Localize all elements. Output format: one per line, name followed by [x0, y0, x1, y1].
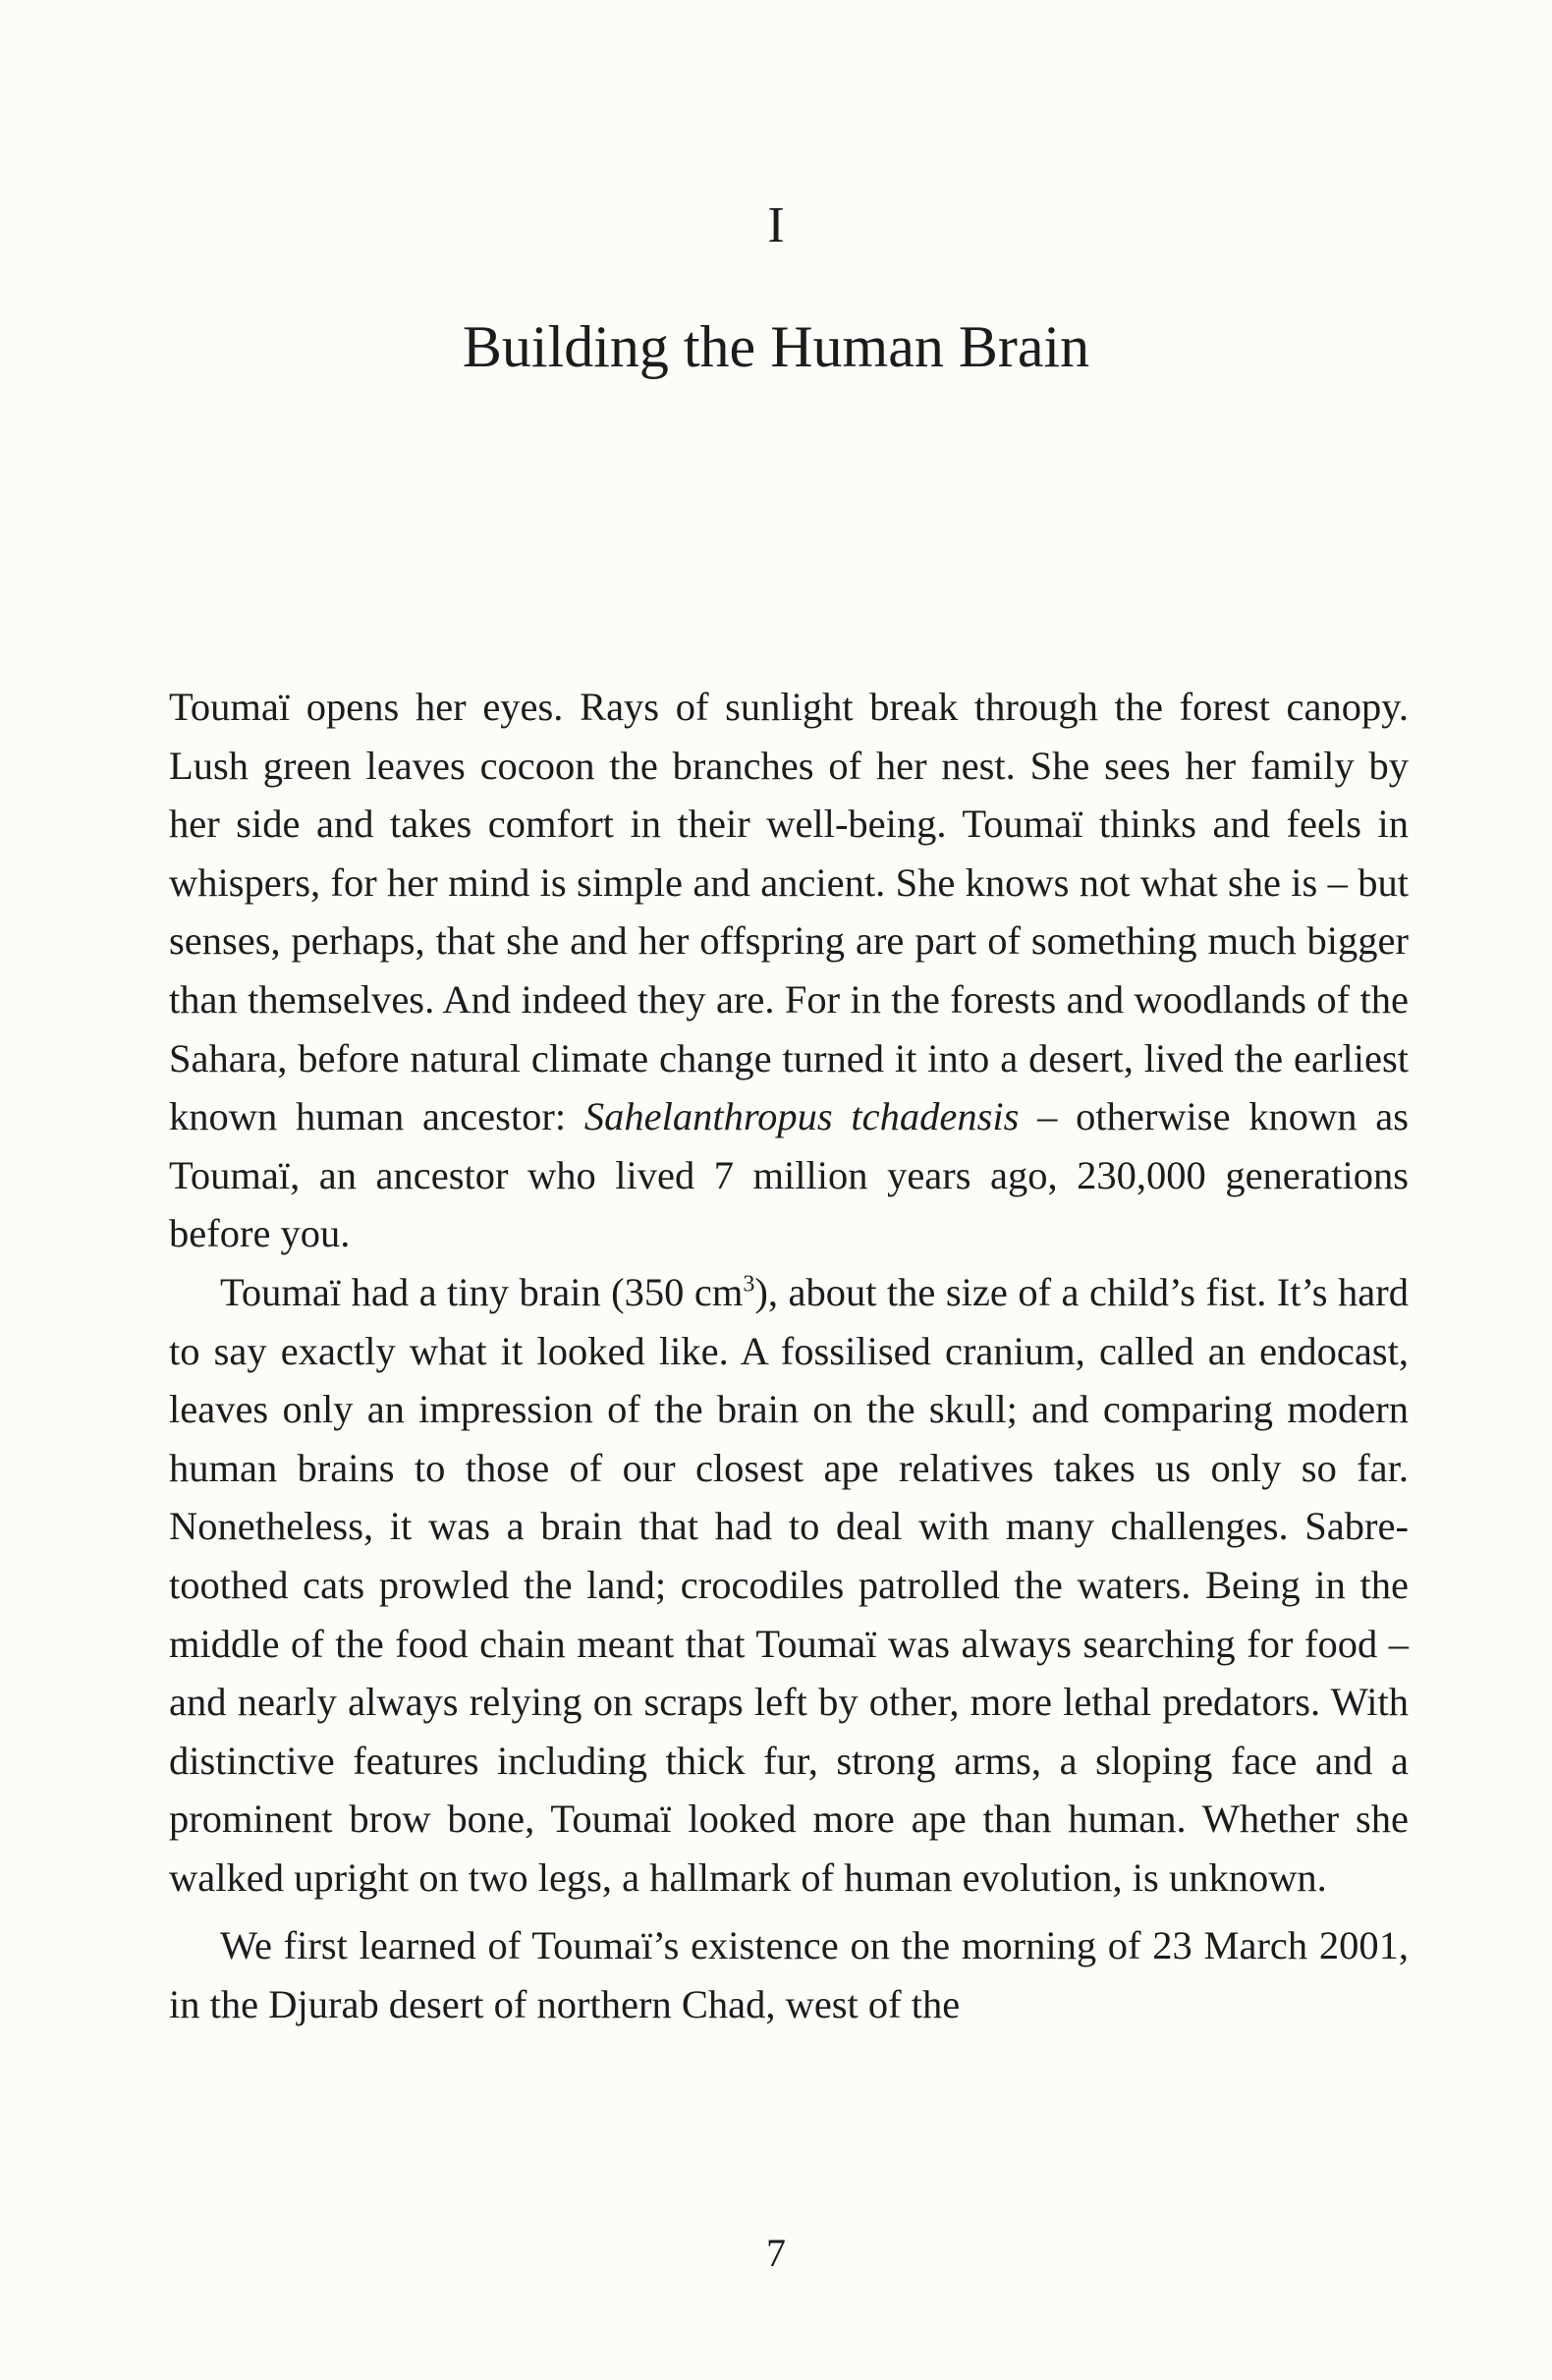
chapter-number: I [767, 197, 785, 253]
paragraph-1-text-end: – otherwise known as Toumaï, an ancestor who lived 7 million years ago, 230,000 generations before you. [169, 1094, 1410, 1256]
paragraph-2 [169, 1263, 1409, 1908]
paragraph-3: We first learned of Toumaï’s existence on the morning of 23 March 2001, in the Djurab desert of northern Chad, west of the [169, 1923, 1409, 2027]
species-name: Sahelanthropus tchadensis [583, 1094, 1020, 1139]
paragraph-1-text: Toumaï opens her eyes. Rays of sunlight break through the forest canopy. Lush green leaves cocoon the branches of her nest. She sees her family by her side and takes comfort in their well-being. Toumaï thinks and feels in whispers, for her mind is simple and ancient. She knows not what she is – but senses, perhaps, that she and her offspring are part of something much bigger than themselves. And indeed they are. For in the forests and woodlands of the Sahara, before natural climate change turned it into a desert, lived the earliest known human ancestor: [169, 685, 1409, 1139]
chapter-body [169, 678, 1409, 2034]
chapter-title: Building the Human Brain [462, 314, 1090, 379]
page-number: 7 [766, 2231, 786, 2275]
paragraph-1 [169, 678, 1409, 1263]
paragraph-2-text-end: ), about the size of a child’s fist. It’s hard to say exactly what it looked like. A fossilised cranium, called an endocast, leaves only an impression of the brain on the skull; and comparing modern human brains to those of our closest ape relatives takes us only so far. Nonetheless, it was a brain that had to deal with many challenges. Sabre-toothed cats prowled the land; crocodiles patrolled the waters. Being in the middle of the food chain meant that Toumaï was always searching for food – and nearly always relying on scraps left by other, more lethal predators. With distinctive features including thick fur, strong arms, a sloping face and a prominent brow bone, Toumaï looked more ape than human. Whether she walked upright on two legs, a hallmark of human evolution, is unknown. [169, 1269, 1409, 1900]
paragraph-2-text: Toumaï had a tiny brain (350 cm [220, 1269, 744, 1314]
superscript: 3 [743, 1271, 755, 1298]
